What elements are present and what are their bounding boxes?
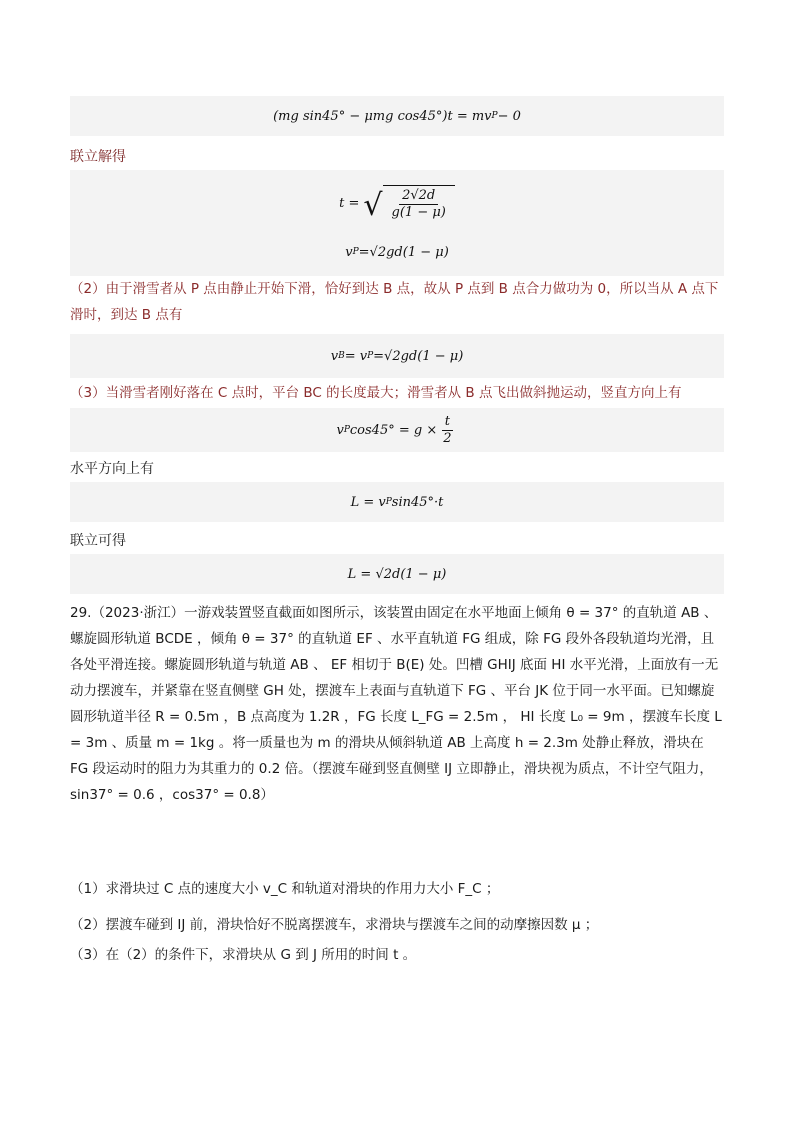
label-joint-result: 联立可得 bbox=[70, 533, 126, 549]
problem-29-intro: 29.（2023·浙江）一游戏装置竖直截面如图所示，该装置由固定在水平地面上倾角 θ = 37° 的直轨道 AB 、螺旋圆形轨道 BCDE ，倾角 θ = 37° 的直轨道 EF 、水平直轨道 FG 组成，除 FG 段外各段轨道均光滑，且各处平滑连接。螺旋圆形轨道与轨道 AB 、 EF 相切于 B(E) 处。凹槽 GHIJ 底面 HI 水平光滑，上面放有一无动力摆渡车，并紧靠在竖直侧壁 GH 处，摆渡车上表面与直轨道下 FG 、平台 JK 位于同一水平面。已知螺旋圆形轨道半径 R = 0.5m ，B 点高度为 1.2R ，FG 长度 L_FG = 2.5m ， HI 长度 L₀ = 9m ，摆渡车长度 L = 3m 、质量 m = 1kg 。将一质量也为 m 的滑块从倾斜轨道 AB 上高度 h = 2.3m 处静止释放，滑块在 FG 段运动时的阻力为其重力的 0.2 倍。（摆渡车碰到竖直侧壁 IJ 立即静止，滑块视为质点，不计空气阻力，sin37° = 0.6 ，cos37° = 0.8） bbox=[70, 605, 722, 803]
paragraph-part-3: （3）当滑雪者刚好落在 C 点时，平台 BC 的长度最大；滑雪者从 B 点飞出做斜抛运动，竖直方向上有 bbox=[70, 385, 682, 401]
fraction-denominator: 2 bbox=[443, 430, 452, 446]
paragraph-part-2: （2）由于滑雪者从 P 点由静止开始下滑，恰好到达 B 点，故从 P 点到 B 点合力做功为 0，所以当从 A 点下滑时，到达 B 点有 bbox=[70, 281, 719, 323]
formula-text: = bbox=[358, 244, 370, 260]
formula-text: − 0 bbox=[497, 108, 521, 124]
formula-length bbox=[70, 554, 724, 594]
formula-subscript: P bbox=[367, 351, 374, 361]
formula-text: L = v bbox=[350, 494, 386, 510]
formula-text: v bbox=[330, 348, 339, 364]
formula-subscript: P bbox=[491, 111, 498, 121]
formula-subscript: P bbox=[343, 425, 350, 435]
formula-text: v bbox=[336, 422, 344, 438]
formula-text: = bbox=[373, 348, 385, 364]
problem-question-1: （1）求滑块过 C 点的速度大小 v_C 和轨道对滑块的作用力大小 F_C ； bbox=[70, 881, 500, 897]
formula-text: √2gd(1 − μ) bbox=[369, 244, 449, 260]
formula-momentum bbox=[70, 96, 724, 136]
formula-text: sin45°·t bbox=[391, 494, 444, 510]
formula-text: cos45° = g × bbox=[349, 422, 438, 438]
formula-text: v bbox=[345, 244, 353, 260]
fraction-numerator: t bbox=[442, 414, 453, 431]
sqrt-sign: √ $\frac{2√2d}{g(1 - \mu)}$ bbox=[363, 185, 454, 221]
formula-subscript: P bbox=[352, 247, 359, 257]
problem-question-2: （2）摆渡车碰到 IJ 前，滑块恰好不脱离摆渡车，求滑块与摆渡车之间的动摩擦因数 μ ； bbox=[70, 917, 599, 933]
label-joint-solution: 联立解得 bbox=[70, 149, 126, 165]
fraction-numerator: 2√2d bbox=[399, 188, 438, 205]
formula-text: √2gd(1 − μ) bbox=[384, 348, 464, 364]
problem-question-3: （3）在（2）的条件下，求滑块从 G 到 J 所用的时间 t 。 bbox=[70, 947, 417, 963]
formula-vb bbox=[70, 334, 724, 378]
formula-vertical bbox=[70, 408, 724, 452]
label-horizontal: 水平方向上有 bbox=[70, 461, 154, 477]
fraction-denominator: g(1 − μ) bbox=[391, 205, 446, 220]
formula-time-and-velocity bbox=[70, 170, 724, 276]
formula-subscript: B bbox=[338, 351, 345, 361]
formula-text: L = √2d(1 − μ) bbox=[347, 566, 447, 582]
formula-text: t = bbox=[339, 195, 360, 211]
formula-horizontal bbox=[70, 482, 724, 522]
formula-text: = v bbox=[344, 348, 368, 364]
formula-text: (mg sin45° − μmg cos45°)t = mv bbox=[273, 108, 492, 124]
formula-subscript: P bbox=[385, 497, 392, 507]
